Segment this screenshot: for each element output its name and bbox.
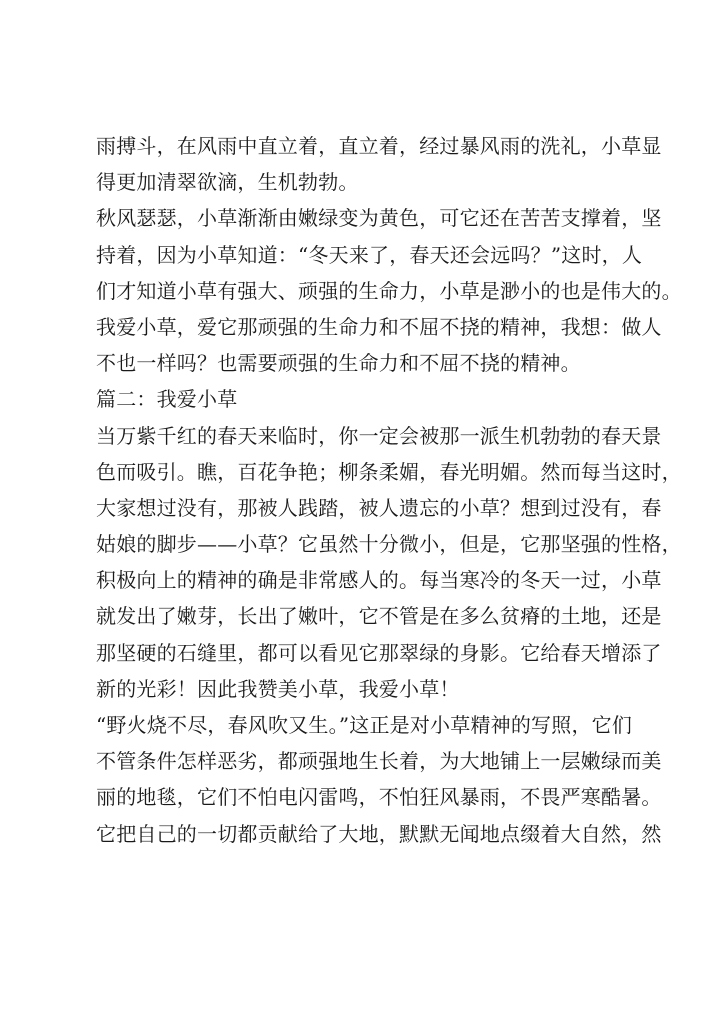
text-line: 新的光彩！因此我赞美小草，我爱小草！ [96,676,460,701]
text-line: 就发出了嫩芽，长出了嫩叶，它不管是在多么贫瘠的土地，还是 [96,604,662,629]
section-heading: 篇二：我爱小草 [96,387,238,412]
document-body [96,128,682,852]
text-line: 我爱小草，爱它那顽强的生命力和不屈不挠的精神，我想：做人 [96,314,662,339]
text-line: 持着，因为小草知道：“冬天来了，春天还会远吗？”这时，人 [96,242,643,267]
text-line: 姑娘的脚步——小草？它虽然十分微小，但是，它那坚强的性格， [96,532,682,557]
text-line: 丽的地毯，它们不怕电闪雷鸣，不怕狂风暴雨，不畏严寒酷暑。 [96,785,662,810]
text-line: “野火烧不尽，春风吹又生。”这正是对小草精神的写照，它们 [96,713,633,737]
text-line: 不也一样吗？也需要顽强的生命力和不屈不挠的精神。 [96,351,581,376]
text-line: 们才知道小草有强大、顽强的生命力，小草是渺小的也是伟大的。 [96,278,682,303]
text-line: 不管条件怎样恶劣，都顽强地生长着，为大地铺上一层嫩绿而美 [96,749,662,774]
text-line: 秋风瑟瑟，小草渐渐由嫩绿变为黄色，可它还在苦苦支撑着，坚 [96,206,662,231]
text-line: 得更加清翠欲滴，生机勃勃。 [96,170,359,195]
text-line: 积极向上的精神的确是非常感人的。每当寒冷的冬天一过，小草 [96,568,662,593]
text-line: 当万紫千红的春天来临时，你一定会被那一派生机勃勃的春天景 [96,423,662,448]
text-line: 雨搏斗，在风雨中直立着，直立着，经过暴风雨的洗礼，小草显 [96,134,662,158]
text-line: 色而吸引。瞧，百花争艳；柳条柔媚，春光明媚。然而每当这时， [96,459,682,484]
text-line: 它把自己的一切都贡献给了大地，默默无闻地点缀着大自然，然 [96,821,662,846]
text-line: 大家想过没有，那被人践踏，被人遗忘的小草？想到过没有，春 [96,495,662,520]
text-line: 那坚硬的石缝里，都可以看见它那翠绿的身影。它给春天增添了 [96,640,662,665]
